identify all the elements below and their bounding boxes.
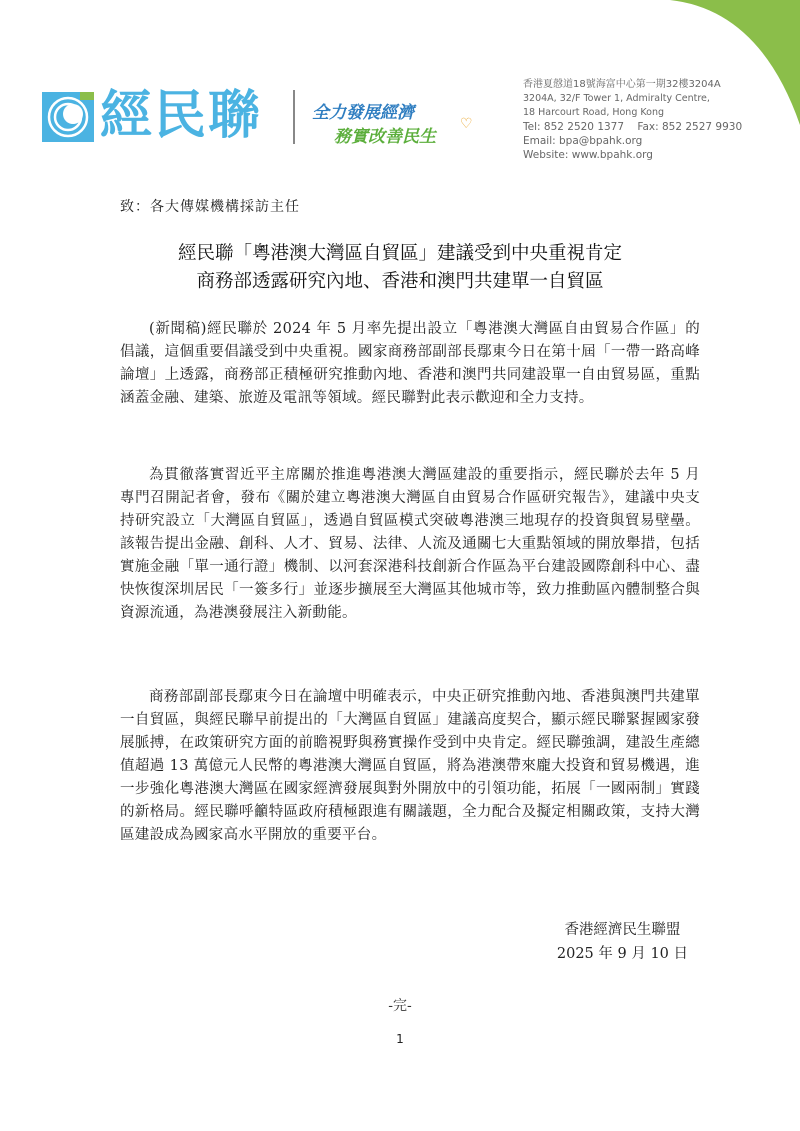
signature-date: 2025 年 9 月 10 日 [556, 946, 688, 962]
slogan-line-1: 全力發展經濟 [312, 103, 414, 123]
body-paragraph-1 [120, 318, 700, 410]
bpa-logo-icon [42, 92, 94, 142]
email-link[interactable]: Email: bpa@bpahk.org [523, 135, 643, 147]
contact-block [523, 78, 773, 162]
website-link[interactable]: Website: www.bpahk.org [523, 149, 653, 161]
address-en-2: 18 Harcourt Road, Hong Kong [523, 107, 665, 118]
logo-divider [293, 90, 295, 144]
heart-icon: ♡ [460, 116, 473, 132]
tel-fax: Tel: 852 2520 1377 Fax: 852 2527 9930 [523, 121, 743, 133]
slogan [312, 92, 482, 148]
address-cn: 香港夏慤道18號海富中心第一期32樓3204A [523, 79, 721, 90]
paragraph-text: 商務部副部長鄢東今日在論壇中明確表示，中央正研究推動內地、香港與澳門共建單一自貿區，與經民聯早前提出的「大灣區自貿區」建議高度契合，顯示經民聯緊握國家發展脈搏，在政策研究方面的前瞻視野與務實操作受到中央肯定。經民聯強調，建設生產總值超過 13 萬億元人民幣的粵港澳大灣區自貿區，將為港澳帶來龐大投資和貿易機遇，進一步強化粵港澳大灣區在國家經濟發展與對外開放中的引領功能，拓展「一國兩制」實踐的新格局。經民聯呼籲特區政府積極跟進有關議題，全力配合及擬定相關政策，支持大灣區建設成為國家高水平開放的重要平台。 [120, 689, 700, 843]
letterhead [0, 0, 800, 180]
signature-organization: 香港經濟民生聯盟 [564, 922, 681, 938]
end-mark: -完- [388, 998, 412, 1014]
address-en-1: 3204A, 32/F Tower 1, Admiralty Centre, [523, 93, 710, 104]
title-line-2: 商務部透露研究內地、香港和澳門共建單一自貿區 [196, 271, 604, 292]
recipient-line: 致：各大傳媒機構採訪主任 [120, 199, 300, 215]
page-number: 1 [396, 1032, 404, 1046]
body-paragraph-3 [120, 686, 700, 847]
signature-block [557, 918, 688, 966]
body-paragraph-2 [120, 464, 700, 625]
logo-text: 經民聯 [100, 86, 263, 146]
press-release-title [0, 240, 800, 296]
paragraph-text: 為貫徹落實習近平主席關於推進粵港澳大灣區建設的重要指示，經民聯於去年 5 月專門召開記者會，發布《關於建立粵港澳大灣區自由貿易合作區研究報告》，建議中央支持研究設立「大灣區自貿區」，透過自貿區模式突破粵港澳三地現存的投資與貿易壁壘。該報告提出金融、創科、人才、貿易、法律、人流及通關七大重點領域的開放舉措，包括實施金融「單一通行證」機制、以河套深港科技創新合作區為平台建設國際創科中心、盡快恢復深圳居民「一簽多行」並逐步擴展至大灣區其他城市等，致力推動區內體制整合與資源流通，為港澳發展注入新動能。 [120, 467, 700, 621]
slogan-line-2: 務實改善民生 [334, 127, 436, 147]
paragraph-text: (新聞稿)經民聯於 2024 年 5 月率先提出設立「粵港澳大灣區自由貿易合作區」的倡議，這個重要倡議受到中央重視。國家商務部副部長鄢東今日在第十屆「一帶一路高峰論壇」上透露，商務部正積極研究推動內地、香港和澳門共同建設單一自由貿易區，重點涵蓋金融、建築、旅遊及電訊等領域。經民聯對此表示歡迎和全力支持。 [120, 321, 700, 406]
title-line-1: 經民聯「粵港澳大灣區自貿區」建議受到中央重視肯定 [177, 243, 622, 264]
